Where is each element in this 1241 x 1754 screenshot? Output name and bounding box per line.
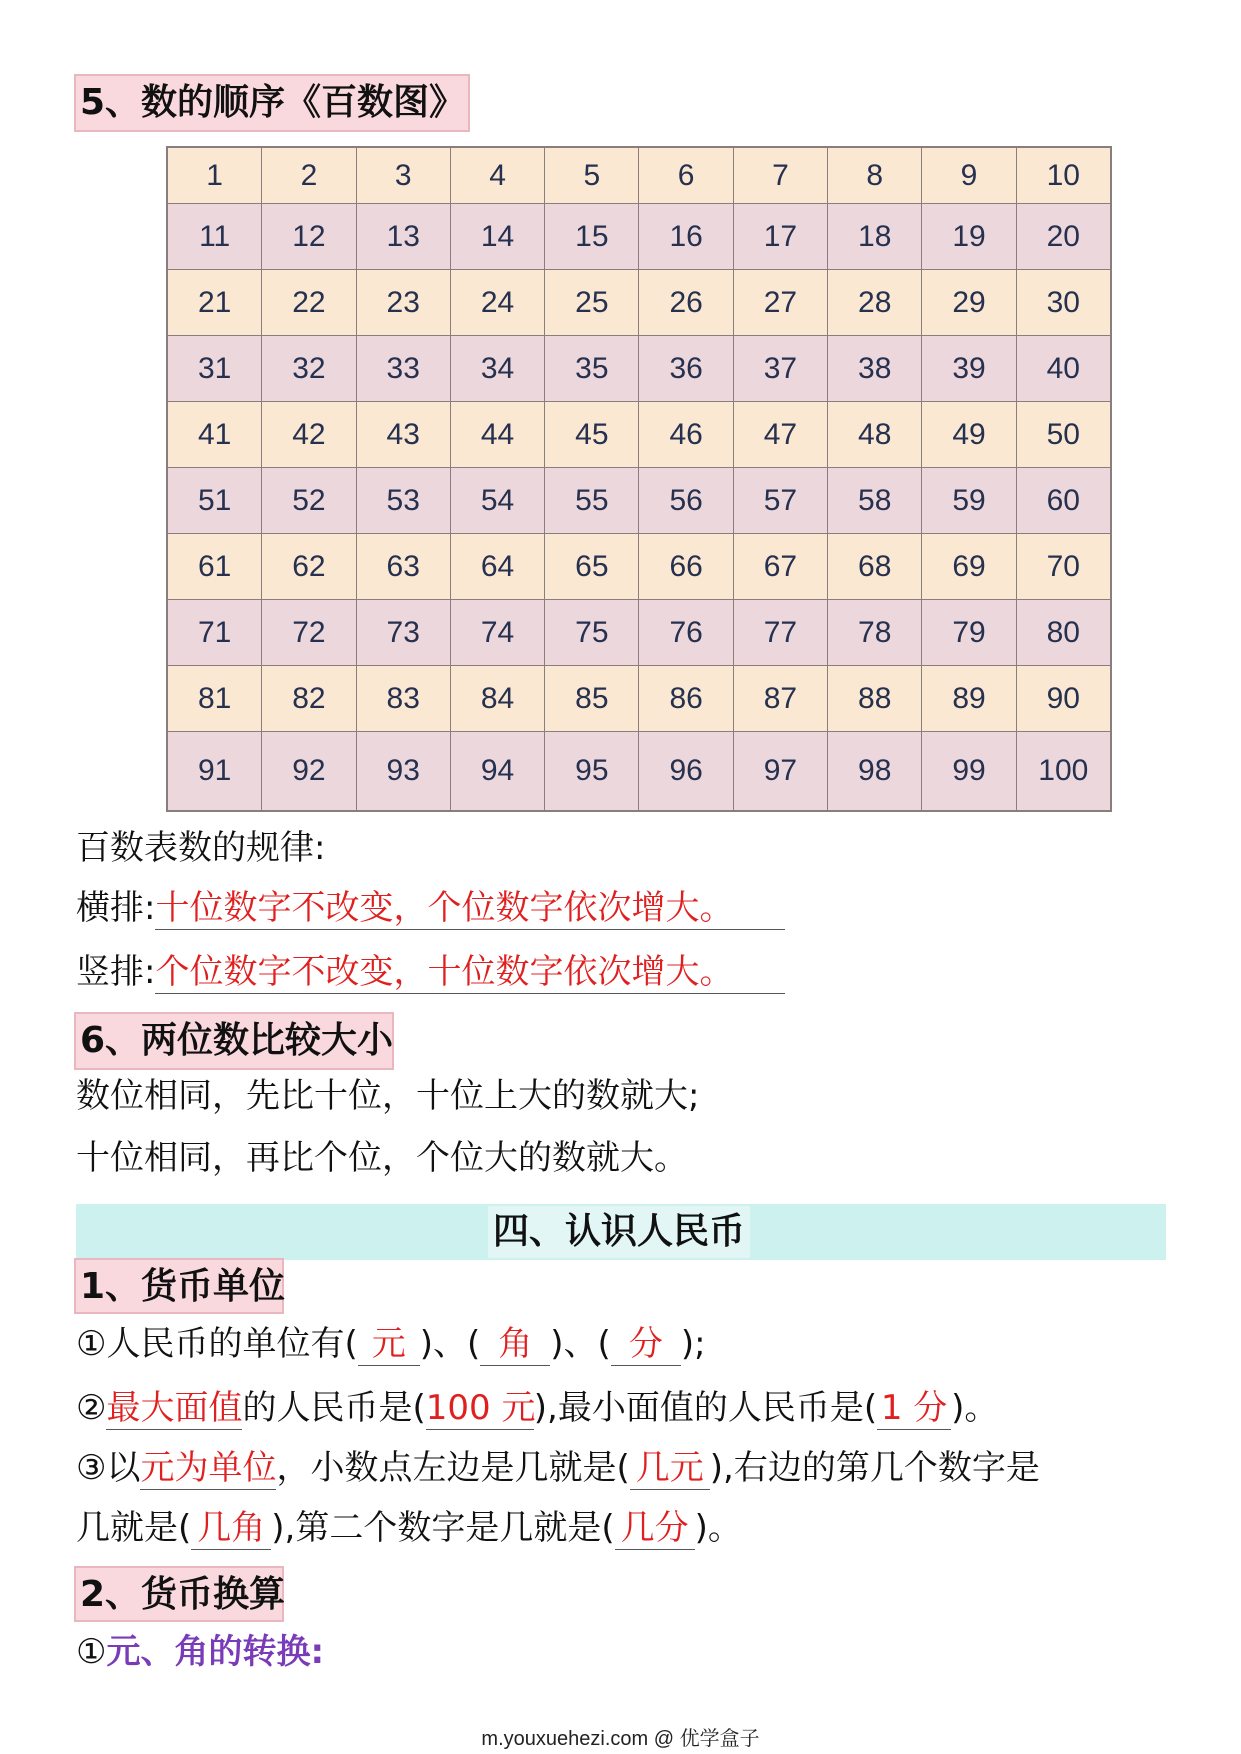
footer-watermark: m.youxuehezi.com @ 优学盒子 [481,1728,760,1750]
hundred-chart-cell: 19 [922,204,1016,270]
hundred-chart-cell: 71 [168,600,262,666]
hundred-chart-cell: 79 [922,600,1016,666]
hundred-chart-cell: 100 [1038,754,1089,787]
hundred-chart-cell: 25 [545,270,639,336]
question-2 [76,1386,998,1430]
hundred-chart-row [168,468,1110,534]
hundred-chart-cell: 31 [168,336,262,402]
hundred-chart-cell: 26 [639,270,733,336]
column-rule-label: 竖排: [76,952,156,992]
hundred-chart-cell: 2 [262,148,356,204]
hundred-chart-cell: 16 [639,204,733,270]
hundred-chart-cell: 12 [262,204,356,270]
q3b-text-2: ),第二个数字是几就是( [271,1508,615,1548]
currency-units-heading: 1、货币单位 [74,1258,284,1314]
hundred-chart-cell: 3 [357,148,451,204]
hundred-chart-cell: 44 [451,402,545,468]
question-1 [76,1322,706,1366]
hundred-chart-row [168,336,1110,402]
hundred-chart-cell: 57 [734,468,828,534]
hundred-chart-cell: 45 [545,402,639,468]
hundred-chart-row [168,204,1110,270]
hundred-chart-cell: 21 [168,270,262,336]
hundred-chart-cell: 5 [545,148,639,204]
hundred-chart-row [168,534,1110,600]
hundred-chart-cell: 15 [545,204,639,270]
hundred-chart-cell: 83 [357,666,451,732]
q2-text-1: 的人民币是( [242,1388,426,1428]
hundred-chart-cell: 32 [262,336,356,402]
hundred-chart-cell: 97 [734,732,828,810]
q3-highlight: 元为单位 [140,1448,277,1488]
hundred-chart-cell: 96 [639,732,733,810]
hundred-chart-cell: 53 [357,468,451,534]
hundred-chart-cell: 63 [357,534,451,600]
q1-answer-1: 元 [358,1323,420,1366]
hundred-chart-cell: 55 [545,468,639,534]
question-3-continued [76,1506,742,1550]
q1-text-3: )、( [550,1324,611,1364]
question-3 [76,1446,1040,1490]
compare-rule-1: 数位相同，先比十位，十位上大的数就大; [76,1076,700,1116]
hundred-chart-cell: 67 [734,534,828,600]
hundred-chart-cell: 91 [168,732,262,810]
q2-text-2: ),最小面值的人民币是( [533,1388,878,1428]
q3b-text-3: )。 [694,1508,742,1548]
hundred-chart-cell: 54 [451,468,545,534]
row-rule-answer: 十位数字不改变，个位数字依次增大。 [155,887,785,930]
hundred-chart-cell: 58 [828,468,922,534]
chapter-title: 四、认识人民币 [488,1206,750,1258]
hundred-chart-cell: 93 [357,732,451,810]
item-1-text: 元、角的转换: [106,1632,325,1672]
conversion-item-1 [76,1630,324,1674]
hundred-chart-cell: 22 [262,270,356,336]
hundred-chart-cell: 51 [168,468,262,534]
q2-answer-2: 1 分 [877,1387,951,1430]
q3b-text-1: 几就是( [76,1508,192,1548]
hundred-chart-cell: 98 [828,732,922,810]
hundred-chart-cell: 38 [828,336,922,402]
hundred-chart-cell: 6 [639,148,733,204]
hundred-chart-cell: 24 [451,270,545,336]
hundred-chart-cell: 10 [1017,148,1110,204]
hundred-chart-cell: 74 [451,600,545,666]
hundred-chart-cell: 33 [357,336,451,402]
q2-answer-1: 100 元 [425,1388,536,1428]
item-1-number: ① [76,1632,107,1672]
hundred-chart-cell: 89 [922,666,1016,732]
hundred-chart-row [168,402,1110,468]
hundred-chart-cell: 68 [828,534,922,600]
hundred-chart-row [168,148,1110,204]
section-5-heading: 5、数的顺序《百数图》 [74,74,470,132]
hundred-chart-cell: 20 [1017,204,1110,270]
q3-answer-1: 几元 [630,1447,710,1490]
hundred-chart-cell: 65 [545,534,639,600]
q3b-answer-1: 几角 [191,1507,271,1550]
hundred-chart-row [168,732,1110,810]
hundred-chart-cell: 73 [357,600,451,666]
hundred-chart-cell: 72 [262,600,356,666]
q2-highlight: 最大面值 [106,1388,243,1428]
hundred-chart-cell: 81 [168,666,262,732]
hundred-chart-cell: 43 [357,402,451,468]
hundred-chart-cell: 14 [451,204,545,270]
hundred-chart-cell: 11 [168,204,262,270]
q1-text-1: ①人民币的单位有( [76,1324,358,1364]
hundred-chart-cell: 9 [922,148,1016,204]
hundred-chart-cell: 95 [545,732,639,810]
hundred-chart-cell: 37 [734,336,828,402]
hundred-chart-cell: 61 [168,534,262,600]
hundred-chart-cell: 77 [734,600,828,666]
hundred-chart-cell: 47 [734,402,828,468]
q1-text-2: )、( [419,1324,481,1364]
hundred-chart-cell: 70 [1017,534,1110,600]
hundred-chart-cell: 48 [828,402,922,468]
currency-conversion-heading: 2、货币换算 [74,1566,284,1622]
hundred-chart-cell: 60 [1017,468,1110,534]
hundred-chart-cell: 29 [922,270,1016,336]
hundred-chart-cell: 87 [734,666,828,732]
hundred-chart-cell: 92 [262,732,356,810]
q2-number: ② [76,1388,107,1428]
column-rule [76,950,785,994]
q3-number: ③以 [76,1448,141,1488]
hundred-chart-cell: 4 [451,148,545,204]
hundred-chart-cell: 88 [828,666,922,732]
q1-answer-3: 分 [611,1323,681,1366]
hundred-chart-cell: 13 [357,204,451,270]
hundred-chart-cell: 90 [1017,666,1110,732]
row-rule-label: 横排: [76,888,156,928]
hundred-chart-cell: 94 [451,732,545,810]
hundred-chart [166,146,1112,812]
hundred-chart-cell: 49 [922,402,1016,468]
hundred-chart-row [168,666,1110,732]
hundred-chart-row [168,600,1110,666]
hundred-chart-cell: 41 [168,402,262,468]
hundred-chart-cell: 62 [262,534,356,600]
hundred-chart-cell: 40 [1017,336,1110,402]
hundred-chart-cell: 76 [639,600,733,666]
row-rule [76,886,785,930]
hundred-chart-cell: 17 [734,204,828,270]
q2-text-3: )。 [951,1388,999,1428]
hundred-chart-cell: 66 [639,534,733,600]
hundred-chart-cell: 86 [639,666,733,732]
section-6-heading: 6、两位数比较大小 [74,1012,394,1070]
hundred-chart-cell: 30 [1017,270,1110,336]
hundred-chart-cell: 84 [451,666,545,732]
hundred-chart-cell: 7 [734,148,828,204]
hundred-chart-cell: 46 [639,402,733,468]
column-rule-answer: 个位数字不改变，十位数字依次增大。 [155,951,785,994]
hundred-chart-cell: 8 [828,148,922,204]
hundred-chart-cell: 28 [828,270,922,336]
hundred-chart-cell: 18 [828,204,922,270]
hundred-chart-cell: 80 [1017,600,1110,666]
hundred-chart-row [168,270,1110,336]
rules-heading: 百数表数的规律: [76,828,326,868]
hundred-chart-cell: 52 [262,468,356,534]
hundred-chart-cell: 39 [922,336,1016,402]
hundred-chart-cell: 23 [357,270,451,336]
q1-answer-2: 角 [480,1323,550,1366]
hundred-chart-cell: 64 [451,534,545,600]
hundred-chart-cell: 36 [639,336,733,402]
hundred-chart-cell: 1 [168,148,262,204]
hundred-chart-cell: 42 [262,402,356,468]
q3-text-2: ),右边的第几个数字是 [709,1448,1040,1488]
compare-rule-2: 十位相同，再比个位，个位大的数就大。 [76,1138,688,1178]
hundred-chart-cell: 27 [734,270,828,336]
hundred-chart-cell: 75 [545,600,639,666]
hundred-chart-cell: 34 [451,336,545,402]
hundred-chart-cell: 59 [922,468,1016,534]
hundred-chart-cell: 69 [922,534,1016,600]
hundred-chart-cell: 35 [545,336,639,402]
hundred-chart-cell: 78 [828,600,922,666]
q1-text-4: ); [680,1324,706,1364]
q3-text-1: ，小数点左边是几就是( [276,1448,630,1488]
hundred-chart-cell: 82 [262,666,356,732]
hundred-chart-cell: 85 [545,666,639,732]
hundred-chart-cell: 99 [922,732,1016,810]
hundred-chart-cell: 56 [639,468,733,534]
q3b-answer-2: 几分 [615,1507,695,1550]
hundred-chart-cell: 50 [1017,402,1110,468]
